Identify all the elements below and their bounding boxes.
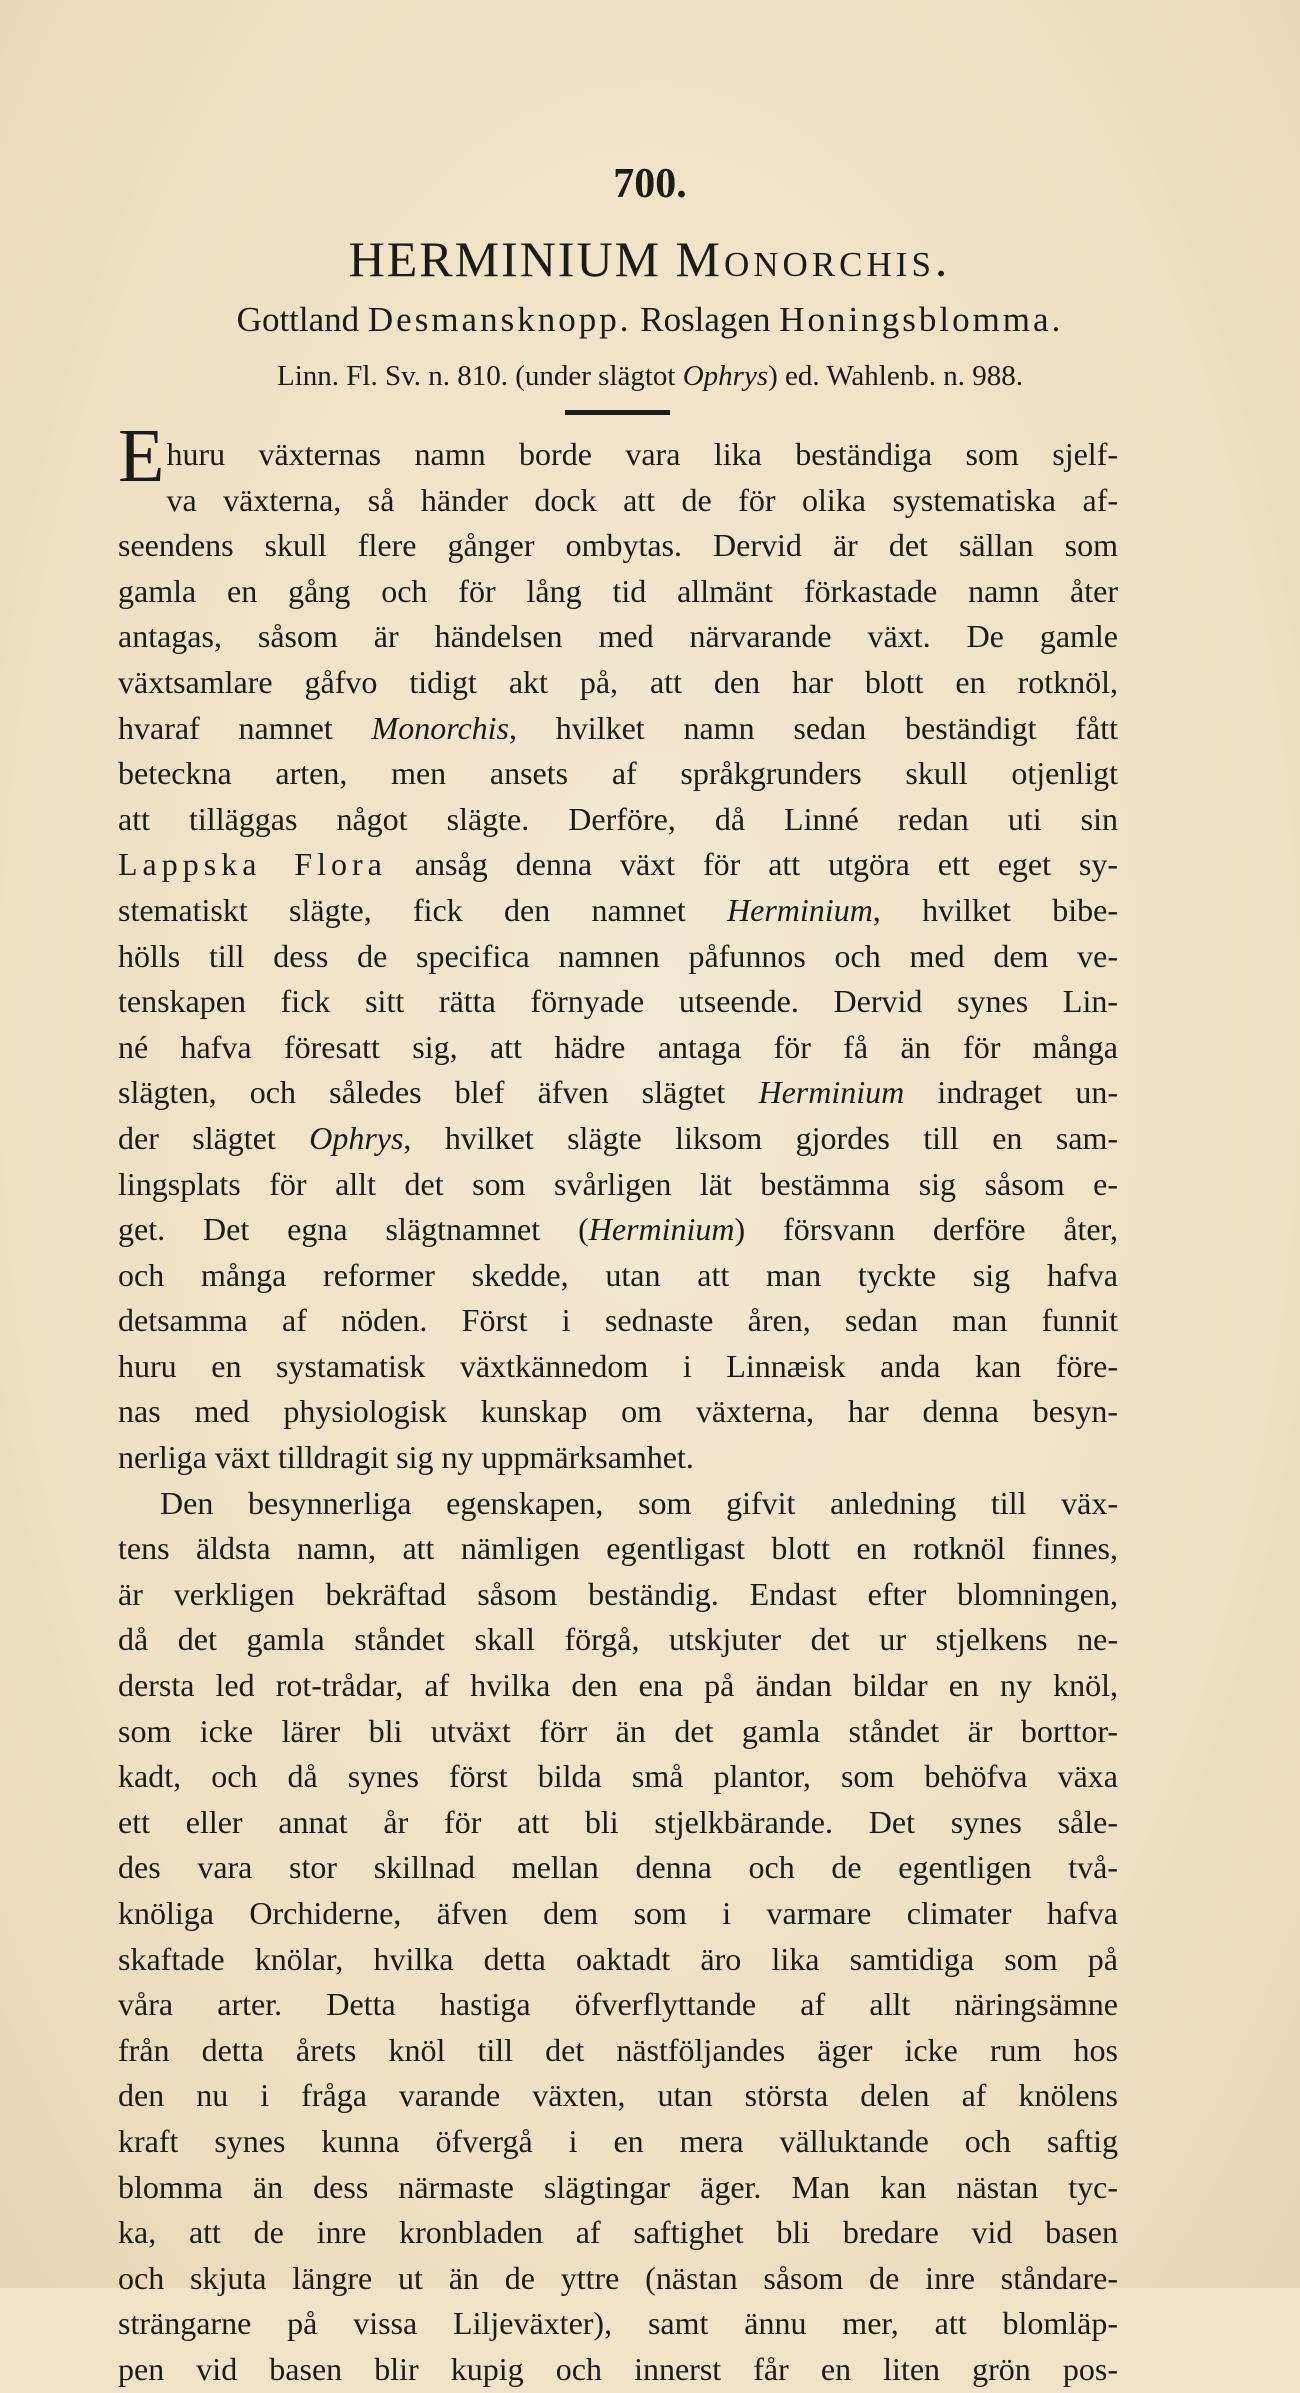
text-line: då det gamla ståndet skall förgå, utskjuter det ur stjelkens ne- <box>118 1621 1118 1658</box>
text-line <box>118 1116 1118 1162</box>
region-gottland: Gottland <box>236 300 360 339</box>
italic-term: Herminium <box>588 1211 735 1248</box>
text-line: detsamma af nöden. Först i sednaste åren, sedan man funnit <box>118 1302 1118 1339</box>
text-line: pen vid basen blir kupig och innerst får en liten grön pos- <box>118 2350 1118 2387</box>
text-line: blomma än dess närmaste slägtingar äger. Man kan nästan tyc- <box>118 2168 1118 2205</box>
text-segment: ) försvann derföre åter, <box>734 1211 1118 1248</box>
text-segment: ansåg denna växt för att utgöra ett eget sy- <box>414 846 1118 883</box>
text-line: beteckna arten, men ansets af språkgrunders skull otjenligt <box>118 755 1118 792</box>
text-line <box>118 706 1118 752</box>
text-segment: , hvilket namn sedan beständigt fått <box>509 709 1118 746</box>
text-line <box>118 1207 1118 1253</box>
region-roslagen: Roslagen <box>640 300 771 339</box>
text-segment: slägten, och således blef äfven slägtet <box>118 1074 726 1111</box>
text-line: våra arter. Detta hastiga öfverflyttande af allt näringsämne <box>118 1986 1118 2023</box>
reference-part-2: ) ed. Wahlenb. n. 988. <box>768 360 1023 392</box>
text-line: ett eller annat år för att bli stjelkbärande. Det synes såle- <box>118 1803 1118 1840</box>
text-line: att tilläggas något slägte. Derföre, då Linné redan uti sin <box>118 800 1118 837</box>
italic-term: Herminium <box>727 891 873 928</box>
literature-reference <box>0 360 1300 393</box>
text-line: huru en systamatisk växtkännedom i Linnæisk anda kan före- <box>118 1347 1118 1384</box>
text-segment: indraget un- <box>937 1074 1118 1111</box>
text-line: den nu i fråga varande växten, utan största delen af knölens <box>118 2077 1118 2114</box>
text-line: huru växternas namn borde vara lika beständiga som sjelf- <box>166 436 1118 472</box>
text-line: antagas, såsom är händelsen med närvarande växt. De gamle <box>118 618 1118 655</box>
text-line: och många reformer skedde, utan att man tyckte sig hafva <box>118 1256 1118 1293</box>
text-line: är verkligen bekräftad såsom beständig. Endast efter blomningen, <box>118 1575 1118 1612</box>
reference-genus: Ophrys <box>682 360 769 392</box>
genus-name: HERMINIUM <box>348 231 662 287</box>
text-line <box>118 842 1118 888</box>
text-line <box>118 1070 1118 1116</box>
text-line: knöliga Orchiderne, äfven dem som i varmare climater hafva <box>118 1895 1118 1931</box>
text-line: strängarne på vissa Liljeväxter), samt ännu mer, att blomläp- <box>118 2305 1118 2342</box>
italic-term: Herminium <box>758 1074 905 1111</box>
reference-part-1: Linn. Fl. Sv. n. 810. (under slägtot <box>277 360 676 392</box>
species-title <box>0 230 1300 288</box>
text-line: och skjuta längre ut än de yttre (nästan såsom de inre ståndare- <box>118 2259 1118 2296</box>
text-line: växtsamlare gåfvo tidigt akt på, att den har blott en rotknöl, <box>118 663 1118 700</box>
text-segment: stematiskt slägte, fick den namnet <box>118 891 686 928</box>
text-line: hölls till dess de specifica namnen påfunnos och med dem ve- <box>118 937 1118 974</box>
text-line: ka, att de inre kronbladen af saftighet bli bredare vid basen <box>118 2214 1118 2251</box>
text-line: skaftade knölar, hvilka detta oaktadt äro lika samtidiga som på <box>118 1940 1118 1977</box>
text-line: gamla en gång och för lång tid allmänt förkastade namn åter <box>118 572 1118 609</box>
vernacular-name-1: Desmansknopp. <box>367 300 632 339</box>
text-segment: , hvilket bibe- <box>872 891 1118 928</box>
italic-term: Monorchis <box>371 709 509 746</box>
vernacular-names <box>0 300 1300 340</box>
text-line: tens äldsta namn, att nämligen egentligast blott en rotknöl finnes, <box>118 1530 1118 1567</box>
body-text <box>118 414 1118 2393</box>
drop-cap: E <box>118 414 165 498</box>
book-title: Lappska Flora <box>118 846 387 883</box>
text-segment: , hvilket slägte liksom gjordes till en sam- <box>403 1119 1118 1156</box>
text-line: kadt, och då synes först bilda små plantor, som behöfva växa <box>118 1758 1118 1795</box>
text-line: från detta årets knöl till det nästföljandes äger icke rum hos <box>118 2031 1118 2068</box>
text-line: seendens skull flere gånger ombytas. Dervid är det sällan som <box>118 527 1118 564</box>
text-line: tenskapen fick sitt rätta förnyade utseende. Dervid synes Lin- <box>118 983 1118 1020</box>
vernacular-name-2: Honingsblomma. <box>779 300 1064 339</box>
text-line: nerliga växt tilldragit sig ny uppmärksamhet. <box>118 1439 694 1476</box>
species-epithet: Monorchis. <box>675 231 952 287</box>
text-line: dersta led rot-trådar, af hvilka den ena på ändan bildar en ny knöl, <box>118 1667 1118 1704</box>
text-segment: get. Det egna slägtnamnet ( <box>118 1211 589 1248</box>
italic-term: Ophrys <box>309 1119 404 1156</box>
text-line: né hafva föresatt sig, att hädre antaga för få än för många <box>118 1028 1118 1065</box>
text-segment: der slägtet <box>118 1119 276 1156</box>
section-divider <box>565 410 670 415</box>
text-line: des vara stor skillnad mellan denna och de egentligen två- <box>118 1849 1118 1886</box>
text-line: kraft synes kunna öfvergå i en mera välluktande och saftig <box>118 2122 1118 2159</box>
text-line: nas med physiologisk kunskap om växterna, har denna besyn- <box>118 1393 1118 1430</box>
page-number: 700. <box>613 161 687 207</box>
text-line: som icke lärer bli utväxt förr än det gamla ståndet är borttor- <box>118 1712 1118 1749</box>
text-line: lingsplats för allt det som svårligen lät bestämma sig såsom e- <box>118 1165 1118 1202</box>
text-line <box>118 888 1118 934</box>
text-line: va växterna, så händer dock att de för olika systematiska af- <box>166 481 1118 518</box>
text-segment: hvaraf namnet <box>118 709 333 746</box>
text-line: Den besynnerliga egenskapen, som gifvit anledning till väx- <box>160 1484 1118 1521</box>
